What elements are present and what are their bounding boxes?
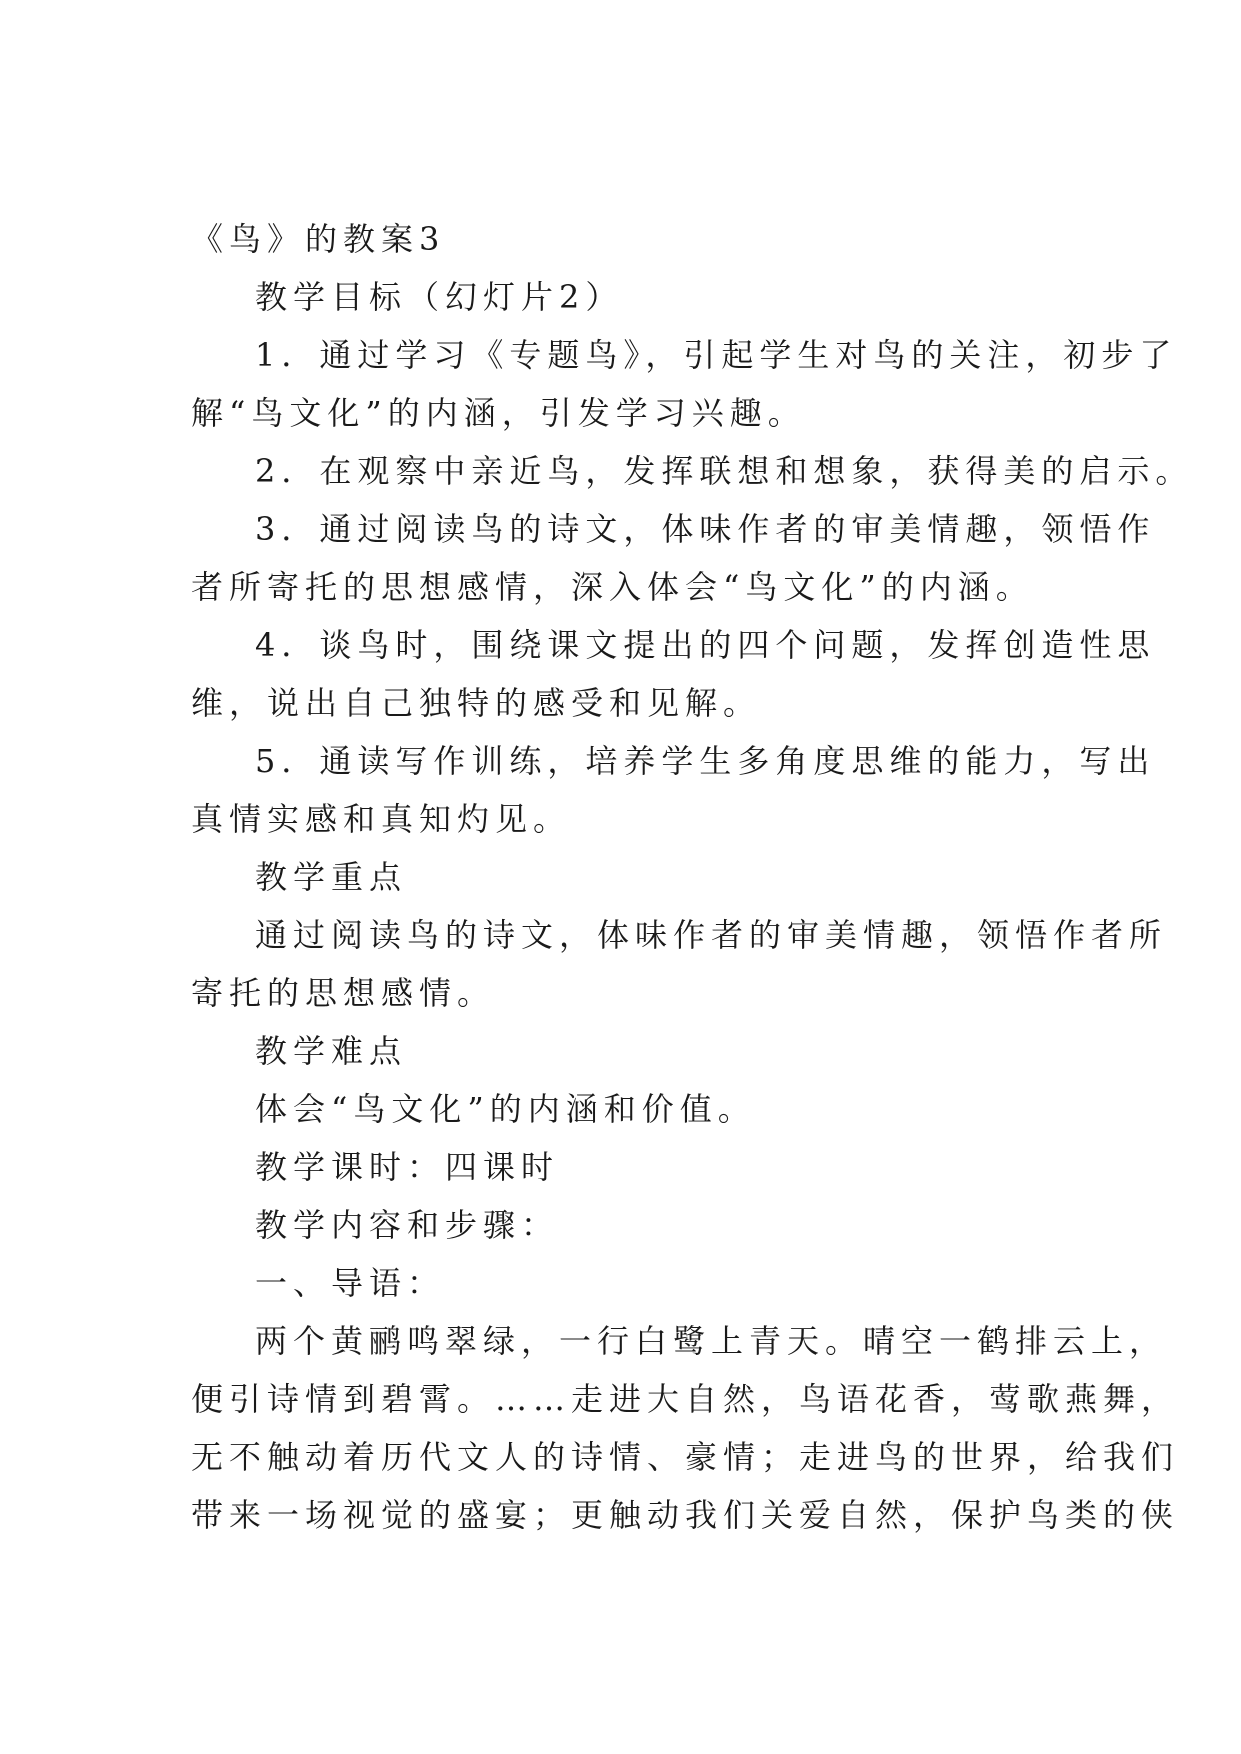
section-heading-hours: 教学课时：四课时 [255,1148,560,1186]
document-body [191,210,1194,1544]
paragraph-line: 两个黄鹂鸣翠绿，一行白鹭上青天。晴空一鹤排云上， [255,1322,1168,1360]
document-title: 《鸟》的教案3 [191,220,446,258]
paragraph-line: 体会“鸟文化”的内涵和价值。 [255,1090,756,1128]
paragraph-line: 2．在观察中亲近鸟，发挥联想和想象，获得美的启示。 [255,452,1194,490]
paragraph-line: 1．通过学习《专题鸟》，引起学生对鸟的关注，初步了 [255,336,1178,374]
paragraph-line: 寄托的思想感情。 [191,974,496,1012]
paragraph-line: 3．通过阅读鸟的诗文，体味作者的审美情趣，领悟作 [255,510,1156,548]
paragraph-line: 无不触动着历代文人的诗情、豪情；走进鸟的世界，给我们 [191,1438,1180,1476]
section-heading-intro: 一、导语： [255,1264,446,1302]
section-heading-difficulties: 教学难点 [255,1032,408,1070]
paragraph-line: 维，说出自己独特的感受和见解。 [191,684,762,722]
section-heading-steps: 教学内容和步骤： [255,1206,560,1244]
paragraph-line: 解“鸟文化”的内涵，引发学习兴趣。 [191,394,806,432]
paragraph-line: 者所寄托的思想感情，深入体会“鸟文化”的内涵。 [191,568,1034,606]
paragraph-line: 通过阅读鸟的诗文，体味作者的审美情趣，领悟作者所 [255,916,1168,954]
section-heading-objectives: 教学目标（幻灯片2） [255,278,624,316]
paragraph-line: 4．谈鸟时，围绕课文提出的四个问题，发挥创造性思 [255,626,1156,664]
paragraph-line: 便引诗情到碧霄。……走进大自然，鸟语花香，莺歌燕舞， [191,1380,1180,1418]
paragraph-line: 带来一场视觉的盛宴；更触动我们关爱自然，保护鸟类的侠 [191,1496,1180,1534]
paragraph-line: 真情实感和真知灼见。 [191,800,572,838]
section-heading-key-points: 教学重点 [255,858,408,896]
paragraph-line: 5．通读写作训练，培养学生多角度思维的能力，写出 [255,742,1156,780]
